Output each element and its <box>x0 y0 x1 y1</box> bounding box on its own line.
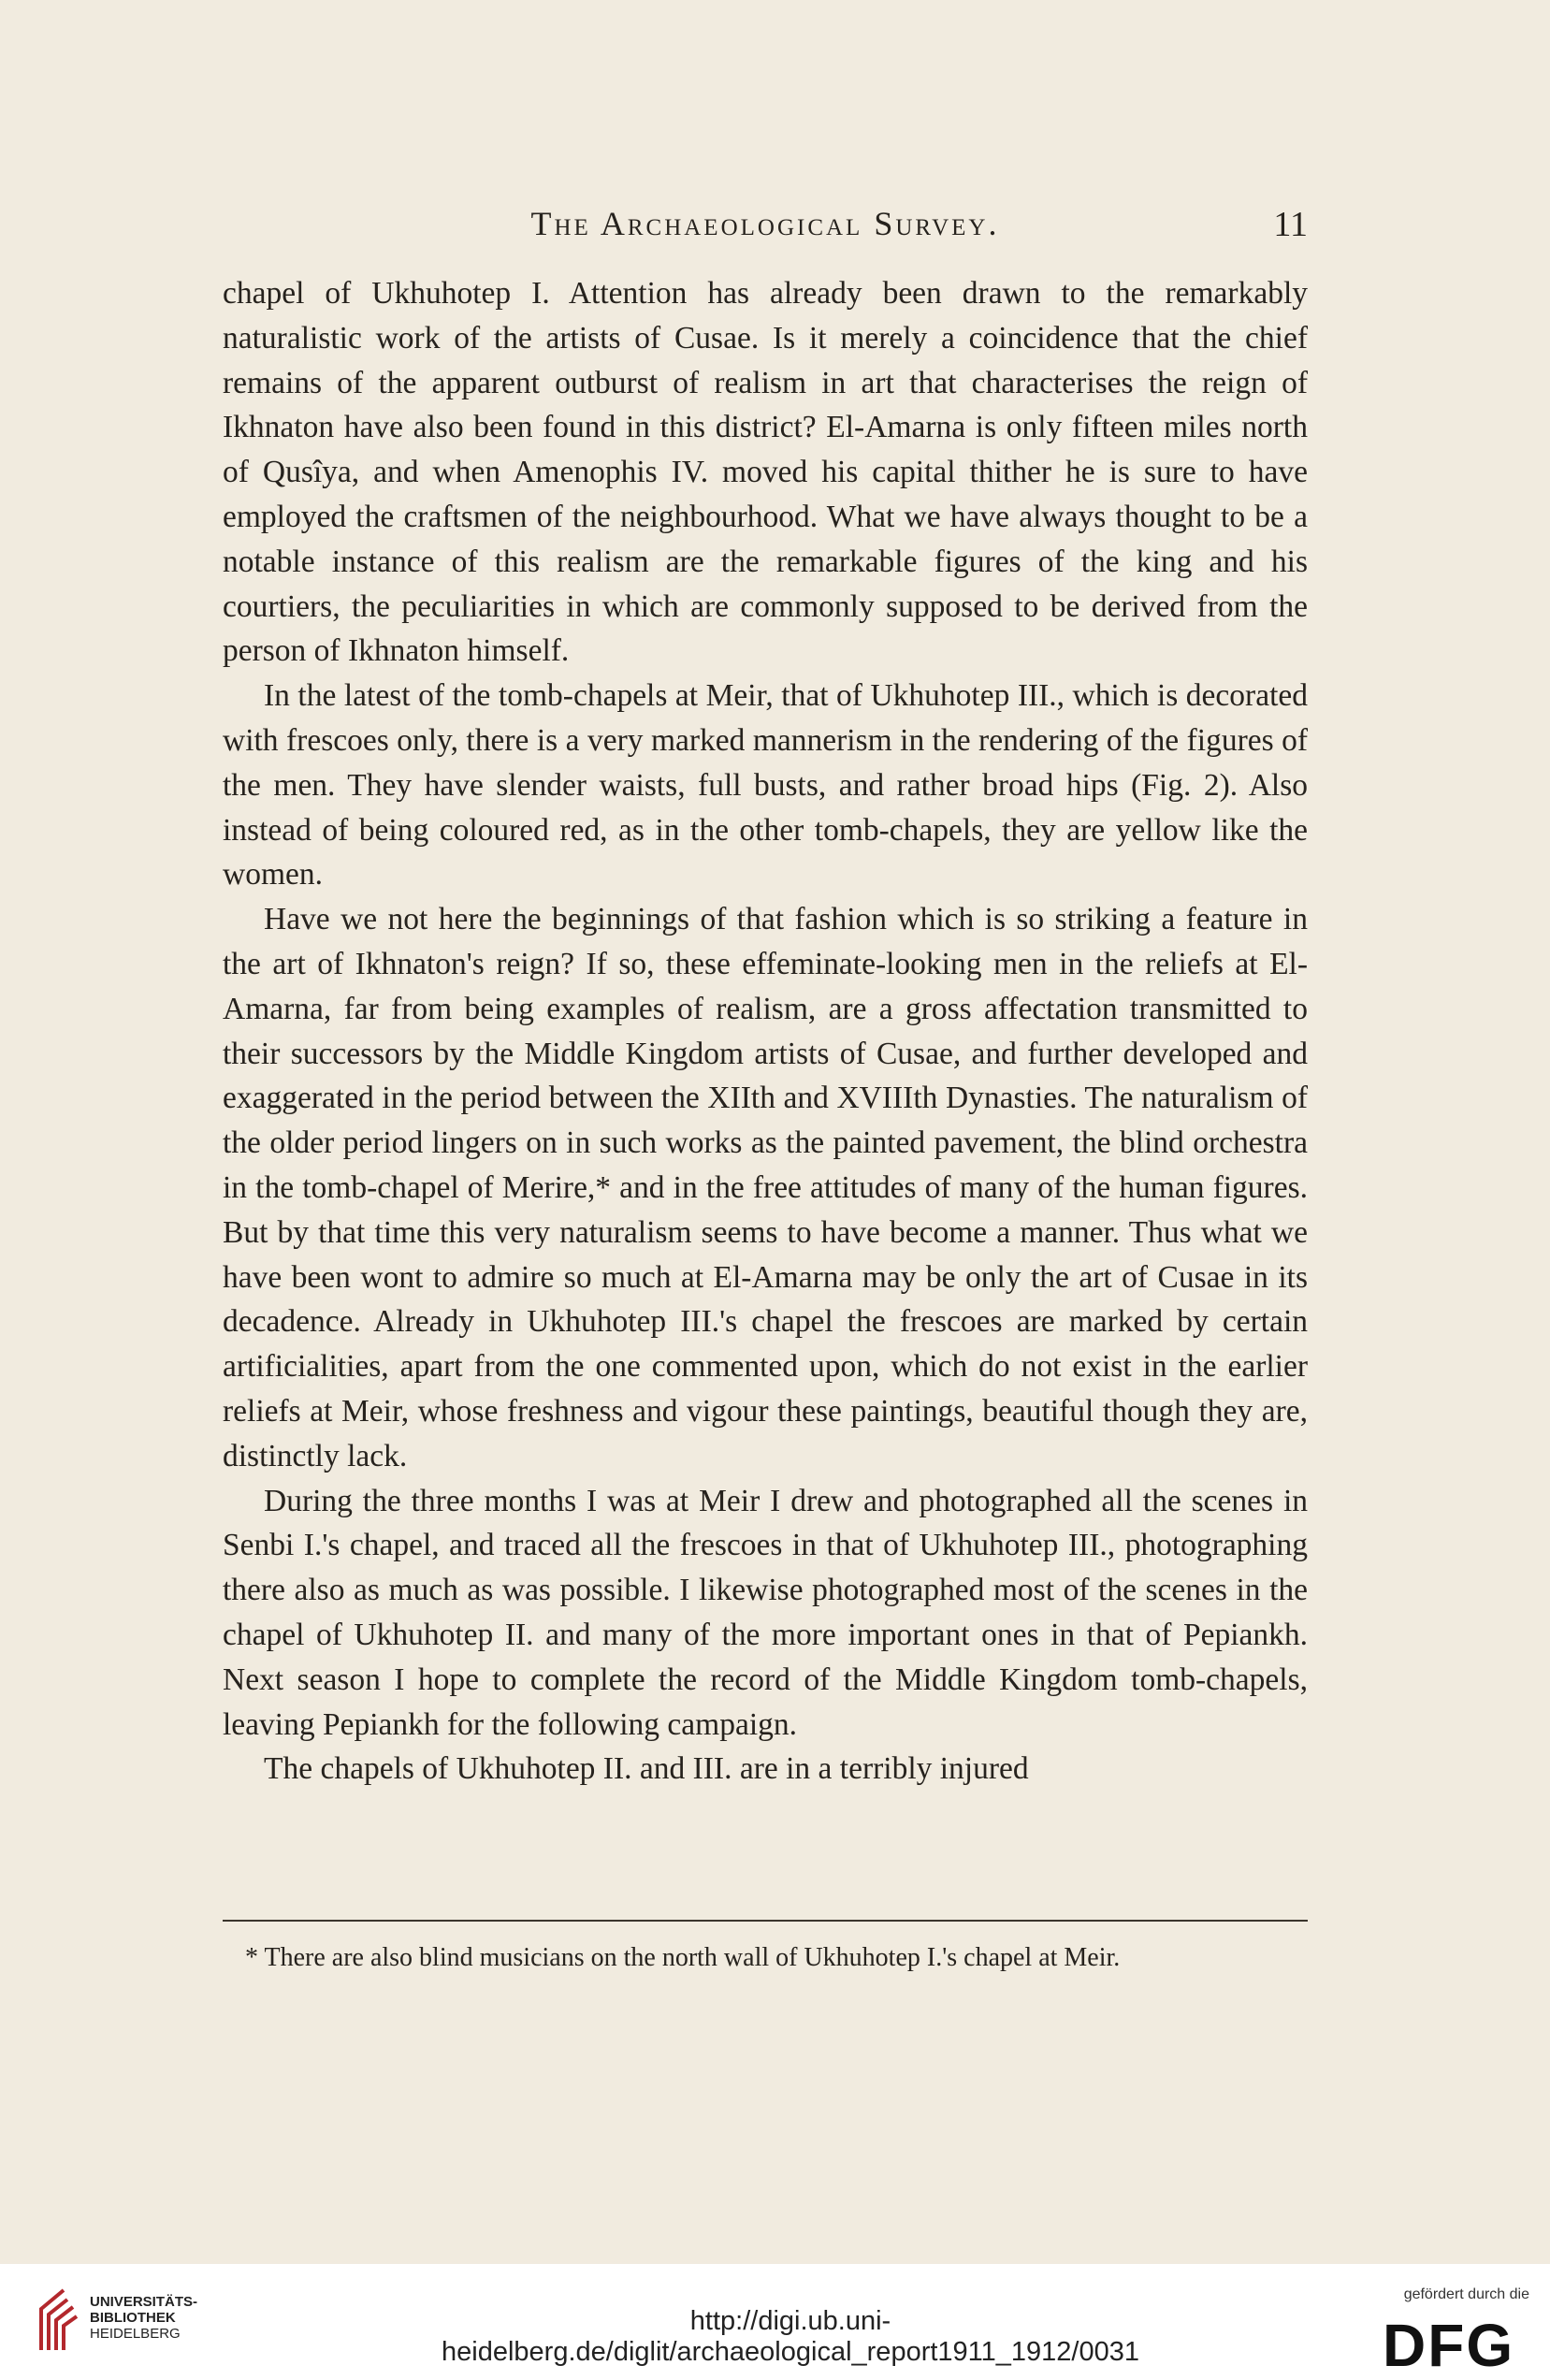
dfg-logo: DFG <box>1383 2312 1515 2379</box>
funding-caption: gefördert durch die <box>1403 2286 1529 2302</box>
library-name <box>90 2294 197 2342</box>
running-head: The Archaeological Survey. <box>530 205 1000 242</box>
footnote: * There are also blind musicians on the north wall of Ukhuhotep I.'s chapel at Meir. <box>245 1943 1121 1972</box>
paragraph-4: During the three months I was at Meir I drew and photographed all the scenes in Senbi I.'s chapel, and traced all the frescoes in that of Ukhuhotep III., photographing there also as much as was possible. I likewise photographed most of the scenes in the chapel of Ukhuhotep II. and many of the more important ones in that of Pepiankh. Next season I hope to complete the record of the Middle Kingdom tomb-chapels, leaving Pepiankh for the following campaign. <box>223 1483 1308 1742</box>
permalink-url[interactable]: http://digi.ub.uni-heidelberg.de/diglit/archaeological_report1911_1912/0031 <box>442 2306 1139 2367</box>
page-number: 11 <box>1273 205 1308 244</box>
paragraph-3: Have we not here the beginnings of that fashion which is so striking a feature in the art of Ikhnaton's reign? If so, these effeminate-looking men in the reliefs at El-Amarna, far from being examples of realism, are a gross affectation transmitted to their successors by the Middle Kingdom artists of Cusae, and further developed and exaggerated in the period between the XIIth and XVIIIth Dynasties. The naturalism of the older period lingers on in such works as the painted pavement, the blind orchestra in the tomb-chapel of Merire,* and in the free attitudes of many of the human figures. But by that time this very naturalism seems to have become a manner. Thus what we have been wont to admire so much at El-Amarna may be only the art of Cusae in its decadence. Already in Ukhuhotep III.'s chapel the frescoes are marked by certain artificialities, apart from the one commented upon, which do not exist in the earlier reliefs at Meir, whose freshness and vigour these paintings, beautiful though they are, distinctly lack. <box>223 902 1308 1473</box>
page-header <box>223 204 1308 251</box>
footnote-rule <box>223 1920 1308 1922</box>
paragraph-1: chapel of Ukhuhotep I. Attention has already been drawn to the remarkably naturalistic work of the artists of Cusae. Is it merely a coincidence that the chief remains of the apparent outburst of realism in art that characterises the reign of Ikhnaton have also been found in this district? El-Amarna is only fifteen miles north of Qusîya, and when Amenophis IV. moved his capital thither he is sure to have employed the craftsmen of the neighbourhood. What we have always thought to be a notable instance of this realism are the remarkable figures of the king and his courtiers, the peculiarities in which are commonly supposed to be derived from the person of Ikhnaton himself. <box>223 276 1308 669</box>
paragraph-5: The chapels of Ukhuhotep II. and III. are in a terribly injured <box>264 1751 1029 1787</box>
body-text <box>223 271 1308 1792</box>
library-name-line3: HEIDELBERG <box>90 2326 181 2342</box>
library-name-line2: BIBLIOTHEK <box>90 2310 176 2326</box>
paragraph-2: In the latest of the tomb-chapels at Meir, that of Ukhuhotep III., which is decorated with frescoes only, there is a very marked mannerism in the rendering of the figures of the men. They have slender waists, full busts, and rather broad hips (Fig. 2). Also instead of being coloured red, as in the other tomb-chapels, they are yellow like the women. <box>223 678 1308 892</box>
library-name-line1: UNIVERSITÄTS- <box>90 2294 198 2310</box>
library-logo-icon <box>36 2283 79 2358</box>
